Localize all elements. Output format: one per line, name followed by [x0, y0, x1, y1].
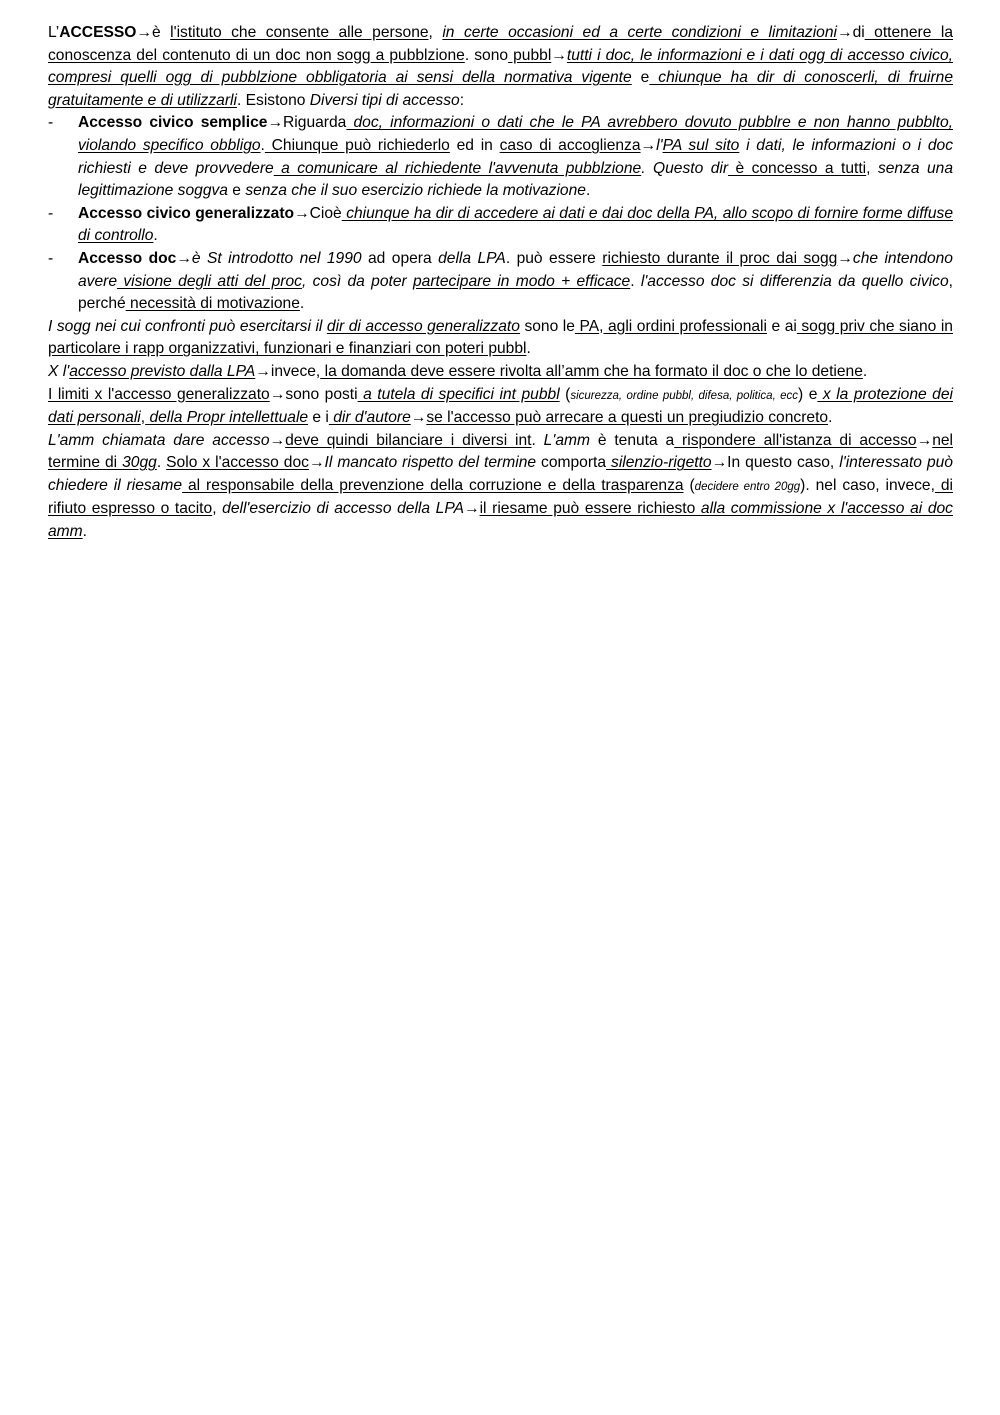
text-run: Accesso doc	[78, 249, 177, 267]
text-run: →	[463, 500, 480, 518]
text-run: dir d'autore	[328, 409, 411, 427]
text-run: →	[551, 46, 567, 64]
text-run: nel termine di	[48, 431, 953, 472]
text-run: L’	[48, 24, 60, 41]
text-run: Diversi	[309, 91, 358, 109]
soggetti-paragraph	[48, 316, 953, 361]
text-run: l'istituto che consente alle persone	[170, 24, 429, 41]
text-run: è concesso a tutti	[728, 159, 867, 177]
text-run: silenzio-rigetto	[606, 454, 712, 472]
text-run: tutti i doc, le informazioni e i dati ogg di accesso civico, compresi quelli ogg di pubblzione obbligatoria ai sensi della normativa vigente	[48, 46, 953, 87]
text-run: ,	[140, 409, 146, 427]
text-run: . può essere	[505, 249, 603, 267]
text-run: ) e	[798, 385, 818, 403]
text-run: :	[459, 91, 465, 109]
list-item-text	[78, 114, 953, 199]
text-run: l'interessato può chiedere il riesame	[48, 454, 953, 494]
text-run: . Questo dir	[641, 159, 729, 177]
text-run: caso di accoglienza	[499, 136, 641, 154]
text-run: →è	[136, 24, 171, 41]
text-run: dell'esercizio di accesso della LPA	[222, 500, 464, 518]
text-run: PA sul sito	[662, 136, 740, 154]
text-run: →	[176, 249, 192, 267]
text-run: è tenuta a	[589, 431, 675, 449]
list-bullet: -	[48, 249, 54, 267]
text-run: e	[227, 182, 246, 200]
text-run: necessità di motivazione	[125, 295, 300, 313]
text-run: comporta	[536, 454, 607, 472]
list-bullet: -	[48, 114, 54, 132]
text-run: che intendono avere	[78, 249, 953, 290]
text-run: l'accesso doc si differenzia da quello civico	[640, 272, 949, 290]
list-bullet: -	[48, 204, 54, 222]
text-run: a tutela di specifici int pubbl	[357, 385, 560, 403]
list-item-accesso-civico-semplice	[48, 112, 953, 202]
text-run: X l'	[48, 362, 70, 380]
text-run: →	[837, 249, 853, 267]
access-types-list	[48, 112, 953, 315]
text-run: partecipare in modo + efficace	[413, 272, 631, 290]
text-run: ed in	[449, 136, 500, 154]
text-run: Accesso civico semplice	[78, 114, 268, 132]
text-run: .	[82, 523, 87, 541]
text-run: e	[631, 69, 650, 87]
text-run: doc, informazioni o dati che le PA avrebbero dovuto pubblre e non hanno pubblto, violando specifico obbligo	[78, 114, 953, 154]
text-run: Accesso civico generalizzato	[78, 204, 295, 222]
text-run: chiunque ha dir di conoscerli, di fruirne gratuitamente e di utilizzarli	[48, 69, 953, 109]
text-run: →In questo caso,	[711, 454, 840, 472]
text-run: in certe occasioni ed a certe condizioni e limitazioni	[442, 24, 837, 41]
text-run: →sono posti	[269, 385, 358, 403]
text-run: →	[410, 409, 427, 427]
text-run: . sono	[464, 46, 509, 64]
text-run: , perché	[78, 272, 953, 313]
text-run: .	[156, 454, 167, 472]
text-run: e ai	[767, 317, 797, 335]
text-run: ad opera	[361, 249, 439, 267]
text-run: agli ordini professionali	[603, 317, 767, 335]
text-run: →invece,	[255, 362, 321, 380]
text-run: .	[862, 362, 868, 380]
text-run: se l'accesso può arrecare a questi un pregiudizio concreto	[426, 409, 829, 427]
text-run: →	[640, 136, 657, 154]
list-item-text	[78, 250, 953, 312]
text-run: sono le	[519, 317, 575, 335]
text-run: richiesto durante il proc dai sogg	[602, 249, 838, 267]
text-run: sogg priv che siano in particolare i rapp organizzativi, funzionari e finanziari con poteri pubbl	[48, 317, 953, 358]
list-item-accesso-doc	[48, 248, 953, 316]
text-run: i dati, le informazioni o i doc richiesti e deve provvedere	[78, 136, 954, 177]
text-run: →	[308, 454, 325, 472]
text-run: senza una legittimazione soggva	[78, 159, 954, 200]
text-run: →	[269, 431, 286, 449]
text-run: . Esistono	[236, 91, 310, 109]
text-run: Il mancato rispetto del termine	[324, 454, 537, 472]
text-run: .	[299, 295, 305, 313]
text-run: della Propr intellettuale	[145, 409, 309, 427]
text-run: .	[828, 409, 833, 427]
text-run: la domanda deve essere rivolta all’amm che ha formato il doc o che lo detiene	[320, 362, 863, 380]
text-run: L'amm chiamata dare accesso	[48, 431, 270, 449]
text-run: .	[260, 136, 265, 154]
accesso-lpa-paragraph	[48, 361, 953, 384]
text-run: .	[585, 182, 591, 200]
text-run: →Riguarda	[267, 114, 347, 132]
text-run: al responsabile della prevenzione della corruzione e della trasparenza	[182, 476, 684, 494]
text-run: ACCESSO	[59, 24, 137, 41]
text-run: ,	[599, 317, 604, 335]
text-run: a comunicare al richiedente l'avvenuta pubblzione	[273, 159, 642, 177]
text-run: deve quindi bilanciare i diversi int	[285, 431, 532, 449]
text-run: Chiunque può richiederlo	[264, 136, 450, 154]
text-run: pubbl	[508, 46, 552, 64]
text-run: 30gg	[122, 454, 157, 472]
text-run: .	[526, 340, 531, 358]
text-run: dir di accesso generalizzato	[326, 317, 520, 335]
text-run: , così da poter	[301, 272, 413, 290]
text-run: →Cioè	[294, 204, 342, 222]
text-run: di rifiuto espresso o tacito	[48, 476, 953, 518]
text-run: I sogg nei cui confronti può esercitarsi il	[48, 317, 327, 335]
text-run: →di	[836, 24, 865, 41]
text-run: chiunque ha dir di accedere ai dati e dai doc della PA, allo scopo di fornire forme diffuse di controllo	[78, 204, 954, 245]
text-run: decidere entro 20gg	[694, 480, 801, 493]
text-run: Solo x l'accesso doc	[166, 454, 309, 472]
list-item-accesso-civico-generalizzato	[48, 203, 953, 248]
text-run: ). nel caso, invece,	[800, 476, 935, 494]
text-run: sicurezza, ordine pubbl, difesa, politica, ecc	[570, 389, 799, 402]
limiti-paragraph	[48, 384, 953, 430]
text-run: è St introdotto nel 1990	[191, 249, 362, 267]
text-run: accesso previsto dalla LPA	[69, 362, 256, 380]
text-run: visione degli atti del proc	[117, 272, 302, 290]
text-run: e i	[308, 409, 329, 427]
text-run: PA	[574, 317, 600, 335]
text-run: .	[630, 272, 641, 290]
text-run: L'amm	[543, 431, 590, 449]
text-run: x la protezione dei dati personali	[48, 385, 953, 427]
text-run: (	[683, 476, 695, 494]
text-run: ,	[428, 24, 443, 41]
text-run: .	[531, 431, 544, 449]
text-run: ,	[212, 500, 223, 518]
text-run: della LPA	[438, 249, 506, 267]
text-run: (	[559, 385, 571, 403]
text-run: rispondere all'istanza di accesso	[674, 431, 917, 449]
text-run: I limiti x l'accesso generalizzato	[48, 385, 270, 403]
text-run: il riesame può essere richiesto	[479, 500, 701, 518]
text-run: alla commissione x l'accesso ai doc amm	[48, 500, 953, 541]
text-run: .	[153, 227, 158, 245]
intro-paragraph	[48, 22, 953, 112]
text-run: l'	[656, 136, 663, 154]
text-run: tipi di accesso	[357, 91, 460, 109]
amm-risposta-paragraph	[48, 430, 953, 544]
list-item-text	[78, 205, 953, 245]
text-run: senza che il suo esercizio richiede la motivazione	[245, 182, 586, 200]
text-run: ottenere la conoscenza del contenuto di un doc non sogg a pubblzione	[48, 24, 953, 64]
text-run: ,	[866, 159, 878, 177]
text-run: →	[916, 431, 933, 449]
